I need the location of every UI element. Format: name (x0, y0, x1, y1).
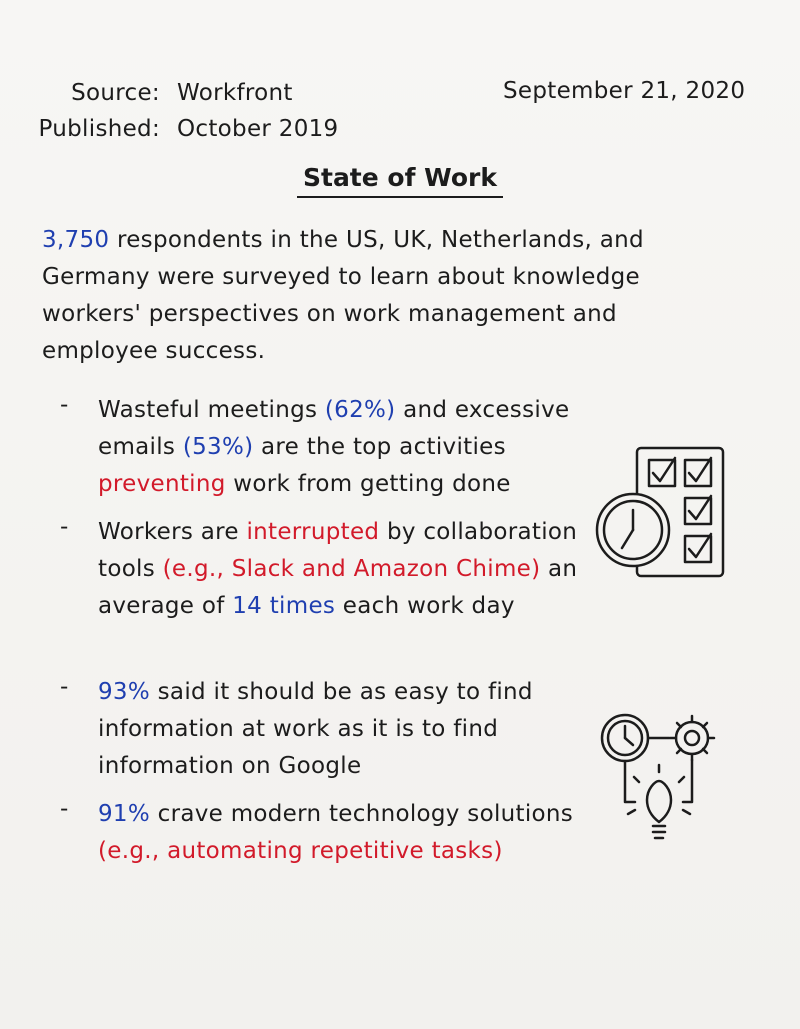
clock-gear-lightbulb-icon (595, 710, 735, 850)
published-label: Published: (38, 116, 160, 142)
source-value: Workfront (177, 80, 293, 106)
bullet-2-text-d: each work day (335, 593, 515, 619)
page-title: State of Work (297, 163, 503, 198)
bullet-4-text: crave modern technology solutions (150, 801, 574, 827)
date-text: September 21, 2020 (503, 78, 746, 104)
clock-checklist-icon (595, 440, 730, 590)
easy-find-percent: 93% (98, 679, 151, 705)
bullet-1-text-c: are the top activities (253, 434, 506, 460)
interrupted-highlight: interrupted (246, 519, 380, 545)
bullet-2-text-b: by collaboration tools (98, 519, 578, 582)
bullet-1-text-d: work from getting done (225, 471, 511, 497)
page-title-wrap (0, 163, 800, 198)
bullet-1-text-b: and excessive emails (98, 397, 570, 460)
intro-paragraph (42, 222, 682, 370)
respondent-count: 3,750 (42, 227, 110, 253)
bullet-2-text-c: an average of (98, 556, 578, 619)
bullet-dash-2: - (60, 514, 69, 540)
bullet-4 (98, 796, 598, 870)
bullet-dash-1: - (60, 392, 69, 418)
preventing-highlight: preventing (98, 471, 226, 497)
collab-tools-example: (e.g., Slack and Amazon Chime) (162, 556, 541, 582)
bullet-dash-4: - (60, 796, 69, 822)
bullet-dash-3: - (60, 674, 69, 700)
automation-example: (e.g., automating repetitive tasks) (98, 838, 503, 864)
emails-percent: (53%) (182, 434, 254, 460)
bullet-1 (98, 392, 588, 503)
bullet-1-text-a: Wasteful meetings (98, 397, 325, 423)
intro-text: respondents in the US, UK, Netherlands, and Germany were surveyed to learn about knowledge workers' perspectives on work management and employee success. (42, 227, 644, 364)
source-label: Source: (71, 80, 160, 106)
bullet-3 (98, 674, 568, 785)
bullet-3-text: said it should be as easy to find information at work as it is to find information on Google (98, 679, 533, 779)
published-value: October 2019 (177, 116, 339, 142)
meetings-percent: (62%) (324, 397, 396, 423)
interruptions-count: 14 times (232, 593, 336, 619)
bullet-2-text-a: Workers are (98, 519, 247, 545)
bullet-2 (98, 514, 578, 625)
modern-tech-percent: 91% (98, 801, 151, 827)
